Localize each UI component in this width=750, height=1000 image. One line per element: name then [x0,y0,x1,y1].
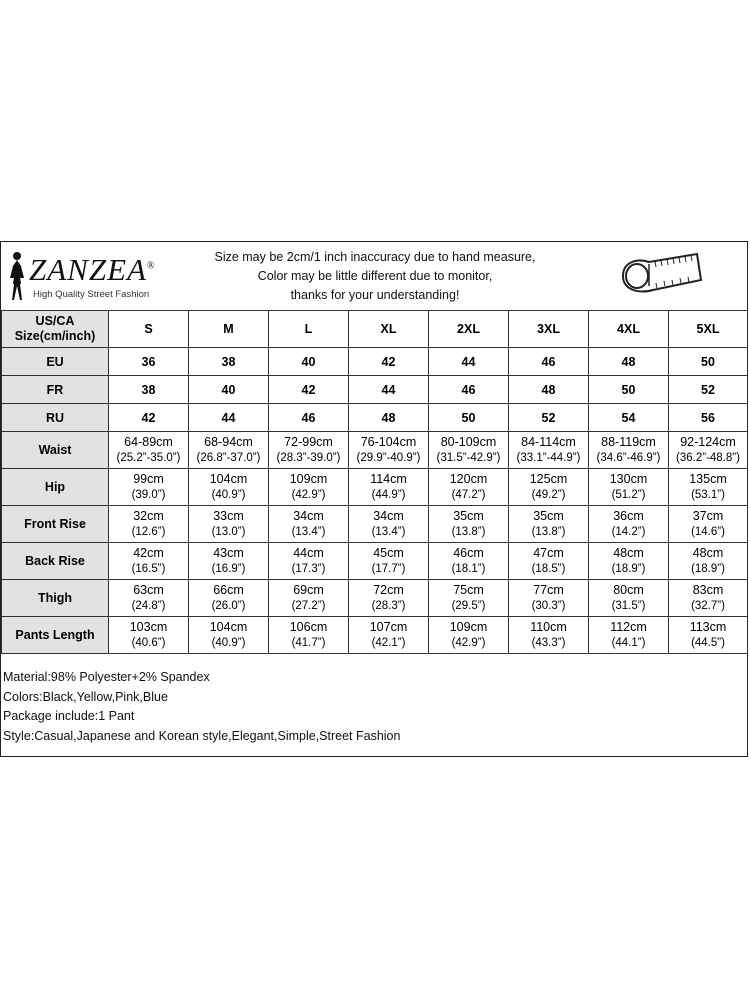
cell-cm: 103cm [129,620,168,634]
table-cell: 40 [269,348,349,376]
cell-cm: 130cm [609,472,648,486]
cell-inch: (44.9”) [371,489,406,501]
table-cell [269,543,349,580]
table-cell [589,617,669,654]
table-cell [669,506,748,543]
cell-cm: 36cm [613,509,644,523]
cell-cm: 35cm [533,509,564,523]
cell-inch: (36.2”-48.8”) [676,452,740,464]
cell-inch: (25.2”-35.0”) [116,452,181,464]
row-label: Back Rise [2,543,109,580]
table-cell: 48 [349,404,429,432]
table-cell [269,506,349,543]
cell-cm: 114cm [370,472,407,486]
cell-cm: 112cm [610,620,647,634]
cell-inch: (34.6”-46.9”) [596,452,661,464]
cell-inch: (40.9”) [211,489,246,501]
cell-cm: 43cm [213,546,244,560]
cell-inch: (32.7”) [691,600,725,612]
cell-cm: 63cm [133,583,164,597]
table-cell [109,506,189,543]
cell-cm: 113cm [689,620,727,634]
cell-cm: 109cm [289,472,328,486]
cell-cm: 84-114cm [521,435,576,449]
cell-inch: (42.9”) [291,489,326,501]
cell-cm: 83cm [692,583,724,597]
cell-inch: (26.0”) [211,600,246,612]
cell-inch: (43.3”) [531,637,566,649]
cell-inch: (16.5”) [131,563,166,575]
cell-cm: 33cm [213,509,244,523]
cell-cm: 46cm [453,546,484,560]
cell-cm: 48cm [613,546,644,560]
cell-inch: (13.8”) [451,526,486,538]
cell-cm: 135cm [689,472,727,486]
table-cell [669,543,748,580]
table-cell: 44 [189,404,269,432]
cell-inch: (12.6”) [131,526,166,538]
cell-cm: 92-124cm [680,435,736,449]
cell-inch: (44.1”) [611,637,646,649]
table-cell: 46 [269,404,349,432]
cell-inch: (42.9”) [451,637,486,649]
cell-cm: 75cm [453,583,484,597]
table-cell [509,543,589,580]
cell-cm: 104cm [209,472,248,486]
cell-cm: 68-94cm [204,435,253,449]
table-cell: 38 [109,376,189,404]
table-row [2,376,748,404]
table-cell [509,506,589,543]
table-cell [349,543,429,580]
table-cell [109,432,189,469]
table-cell [669,432,748,469]
cell-inch: (18.9”) [691,563,725,575]
cell-cm: 34cm [373,509,404,523]
size-3xl: 3XL [509,311,589,348]
cell-cm: 34cm [293,509,324,523]
table-cell: 54 [589,404,669,432]
product-details [3,668,400,746]
table-cell: 40 [189,376,269,404]
size-chart-sheet [0,241,748,757]
cell-cm: 120cm [449,472,488,486]
row-label: RU [2,404,109,432]
row-label: FR [2,376,109,404]
cell-inch: (26.8”-37.0”) [196,452,261,464]
cell-cm: 76-104cm [360,435,417,449]
cell-cm: 88-119cm [601,435,656,449]
cell-cm: 72-99cm [284,435,333,449]
cell-cm: 80cm [613,583,644,597]
table-row [2,432,748,469]
row-label: Waist [2,432,109,469]
table-cell: 46 [509,348,589,376]
cell-cm: 69cm [293,583,324,597]
cell-inch: (29.9”-40.9”) [356,452,421,464]
cell-cm: 125cm [529,472,568,486]
cell-inch: (27.2”) [291,600,326,612]
table-row [2,404,748,432]
cell-inch: (40.9”) [211,637,246,649]
size-4xl: 4XL [589,311,669,348]
detail-style: Style:Casual,Japanese and Korean style,Elegant,Simple,Street Fashion [3,728,401,743]
table-cell [509,580,589,617]
cell-cm: 66cm [213,583,244,597]
cell-cm: 48cm [692,546,724,560]
size-xl: XL [349,311,429,348]
cell-cm: 109cm [449,620,488,634]
cell-inch: (49.2”) [531,489,566,501]
table-cell: 42 [349,348,429,376]
table-cell [349,506,429,543]
table-row [2,469,748,506]
cell-inch: (14.2”) [611,526,646,538]
brand-logo [5,250,155,306]
notice-line: thanks for your understanding! [290,288,460,302]
cell-inch: (53.1”) [691,489,725,501]
cell-inch: (18.9”) [611,563,646,575]
table-cell [429,617,509,654]
table-cell [269,580,349,617]
table-cell [669,580,748,617]
table-cell [429,432,509,469]
cell-cm: 99cm [133,472,164,486]
table-cell [189,617,269,654]
table-cell [429,580,509,617]
table-cell [109,580,189,617]
cell-inch: (18.1”) [451,563,486,575]
table-cell [349,432,429,469]
cell-cm: 107cm [369,620,408,634]
table-cell [269,469,349,506]
notice-line: Color may be little different due to monitor, [257,269,493,283]
cell-inch: (41.7”) [291,637,326,649]
cell-inch: (17.3”) [291,563,326,575]
table-cell: 46 [429,376,509,404]
corner-header: US/CA Size(cm/inch) [2,311,109,348]
cell-inch: (13.4”) [371,526,406,538]
table-cell [189,432,269,469]
size-2xl: 2XL [429,311,509,348]
cell-cm: 37cm [692,509,724,523]
cell-cm: 32cm [133,509,164,523]
table-cell [589,469,669,506]
table-cell: 44 [349,376,429,404]
detail-colors: Colors:Black,Yellow,Pink,Blue [3,689,168,704]
table-cell: 48 [589,348,669,376]
table-cell [589,506,669,543]
chart-header [1,242,747,311]
cell-inch: (17.7”) [371,563,406,575]
row-label: Front Rise [2,506,109,543]
cell-inch: (24.8”) [131,600,166,612]
table-cell: 52 [669,376,748,404]
table-cell [109,617,189,654]
table-cell [429,469,509,506]
cell-inch: (31.5”) [611,600,646,612]
size-table [1,310,748,654]
size-header-row [2,311,748,348]
size-s: S [109,311,189,348]
table-cell [589,580,669,617]
cell-cm: 77cm [533,583,564,597]
size-m: M [189,311,269,348]
cell-inch: (31.5”-42.9”) [436,452,501,464]
table-cell [109,469,189,506]
table-cell: 50 [429,404,509,432]
cell-inch: (28.3”-39.0”) [276,452,341,464]
brand-name: ZANZEA® [29,252,156,287]
row-label: Pants Length [2,617,109,654]
table-cell [189,543,269,580]
brand-tagline: High Quality Street Fashion [33,289,150,300]
table-cell [189,506,269,543]
measuring-tape-icon [619,246,703,306]
cell-cm: 44cm [293,546,324,560]
table-cell [269,432,349,469]
row-label: Thigh [2,580,109,617]
table-cell: 44 [429,348,509,376]
cell-cm: 104cm [209,620,248,634]
table-cell [589,543,669,580]
cell-inch: (39.0”) [131,489,166,501]
table-cell [269,617,349,654]
table-cell [109,543,189,580]
table-cell [349,469,429,506]
cell-inch: (16.9”) [211,563,246,575]
cell-inch: (47.2”) [451,489,486,501]
cell-cm: 80-109cm [440,435,497,449]
table-row [2,348,748,376]
cell-inch: (42.1”) [371,637,406,649]
table-cell [349,617,429,654]
table-cell [669,469,748,506]
cell-cm: 45cm [373,546,404,560]
cell-cm: 72cm [373,583,404,597]
cell-inch: (18.5”) [531,563,566,575]
woman-silhouette-icon [5,250,29,302]
table-cell: 36 [109,348,189,376]
cell-inch: (51.2”) [611,489,646,501]
detail-material: Material:98% Polyester+2% Spandex [3,670,210,684]
cell-inch: (13.8”) [531,526,566,538]
table-row [2,580,748,617]
row-label: Hip [2,469,109,506]
table-cell [429,543,509,580]
table-cell [189,469,269,506]
table-cell: 38 [189,348,269,376]
table-cell [509,469,589,506]
cell-inch: (30.3”) [531,600,566,612]
cell-cm: 47cm [533,546,564,560]
table-cell: 48 [509,376,589,404]
cell-inch: (14.6”) [691,526,725,538]
cell-inch: (44.5”) [691,637,725,649]
table-cell: 50 [669,348,748,376]
table-cell [589,432,669,469]
table-row [2,506,748,543]
size-l: L [269,311,349,348]
table-cell [669,617,748,654]
notice-line: Size may be 2cm/1 inch inaccuracy due to hand measure, [214,250,536,264]
table-cell [349,580,429,617]
row-label: EU [2,348,109,376]
table-cell [189,580,269,617]
size-5xl: 5XL [669,311,748,348]
cell-inch: (13.0”) [211,526,246,538]
table-row [2,617,748,654]
cell-inch: (28.3”) [371,600,406,612]
cell-cm: 64-89cm [124,435,173,449]
table-cell: 52 [509,404,589,432]
cell-inch: (13.4”) [291,526,326,538]
cell-cm: 35cm [453,509,484,523]
table-cell: 50 [589,376,669,404]
table-cell: 56 [669,404,748,432]
table-cell [509,432,589,469]
cell-cm: 106cm [289,620,328,634]
cell-inch: (33.1”-44.9”) [516,452,581,464]
table-cell: 42 [269,376,349,404]
cell-cm: 110cm [530,620,567,634]
table-cell [509,617,589,654]
cell-cm: 42cm [133,546,164,560]
table-cell [429,506,509,543]
cell-inch: (29.5”) [451,600,486,612]
cell-inch: (40.6”) [131,637,166,649]
size-notice [171,248,579,305]
table-cell: 42 [109,404,189,432]
table-row [2,543,748,580]
detail-package: Package include:1 Pant [3,709,135,723]
